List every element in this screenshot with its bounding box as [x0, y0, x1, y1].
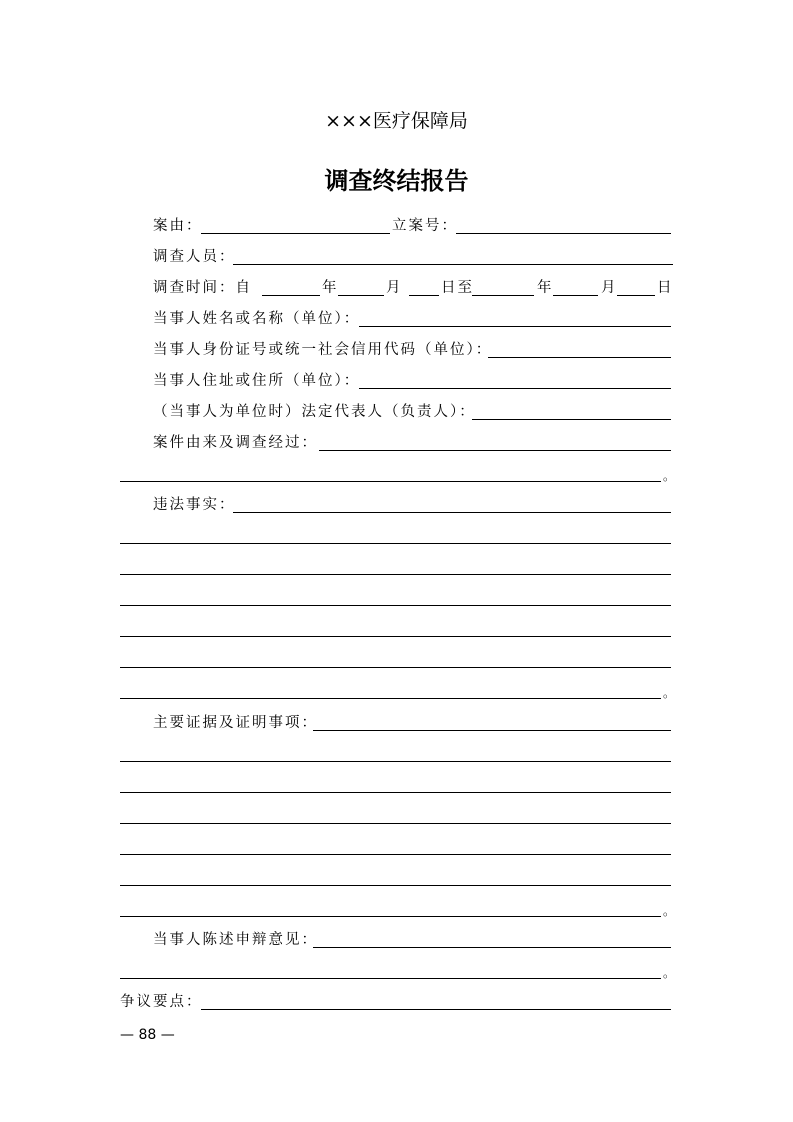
violation-facts-label: 违法事实：: [153, 497, 236, 513]
dispute-points-line[interactable]: [201, 1009, 671, 1010]
evidence-line-5[interactable]: [120, 854, 671, 855]
case-number-label: 立案号：: [392, 218, 458, 234]
party-name-line[interactable]: [359, 326, 671, 327]
evidence-line-6[interactable]: [120, 885, 671, 886]
evidence-line-2[interactable]: [120, 761, 671, 762]
dispute-points-label: 争议要点：: [120, 994, 203, 1010]
document-title: 调查终结报告: [324, 167, 469, 195]
issuing-authority: ×××医疗保障局: [325, 110, 468, 132]
legal-representative-label: （当事人为单位时）法定代表人（负责人）：: [153, 404, 476, 420]
start-year-line[interactable]: [262, 295, 320, 296]
defense-opinion-label: 当事人陈述申辩意见：: [153, 932, 318, 948]
start-month-line[interactable]: [338, 295, 384, 296]
evidence-line-7[interactable]: [120, 916, 661, 917]
case-origin-line-2[interactable]: [120, 481, 661, 482]
period-mark: 。: [663, 469, 676, 483]
day-to-label: 日至: [441, 280, 474, 296]
party-id-label: 当事人身份证号或统一社会信用代码（单位）：: [153, 342, 493, 358]
violation-facts-line-5[interactable]: [120, 636, 671, 637]
month-label-2: 月: [601, 280, 618, 296]
end-year-line[interactable]: [472, 295, 534, 296]
period-mark: 。: [663, 686, 676, 700]
period-mark: 。: [663, 904, 676, 918]
party-id-line[interactable]: [488, 357, 671, 358]
day-label-2: 日: [657, 280, 674, 296]
case-cause-label: 案由：: [153, 218, 203, 234]
violation-facts-line-7[interactable]: [120, 698, 661, 699]
case-origin-label: 案件由来及调查经过：: [153, 435, 318, 451]
start-day-line[interactable]: [409, 295, 439, 296]
investigators-line[interactable]: [233, 264, 673, 265]
defense-opinion-line[interactable]: [313, 947, 671, 948]
case-number-line[interactable]: [456, 233, 671, 234]
year-label-2: 年: [537, 280, 554, 296]
violation-facts-line-6[interactable]: [120, 667, 671, 668]
violation-facts-line-4[interactable]: [120, 605, 671, 606]
case-origin-line[interactable]: [319, 450, 671, 451]
case-cause-line[interactable]: [201, 233, 390, 234]
violation-facts-line-3[interactable]: [120, 574, 671, 575]
party-name-label: 当事人姓名或名称（单位）：: [153, 311, 361, 327]
evidence-line[interactable]: [313, 730, 671, 731]
violation-facts-line[interactable]: [233, 512, 671, 513]
page-number: — 88 —: [120, 1027, 175, 1043]
party-address-line[interactable]: [359, 388, 671, 389]
year-label-1: 年: [322, 280, 339, 296]
party-address-label: 当事人住址或住所（单位）：: [153, 373, 361, 389]
end-day-line[interactable]: [617, 295, 655, 296]
evidence-line-4[interactable]: [120, 823, 671, 824]
month-label-1: 月: [386, 280, 403, 296]
violation-facts-line-2[interactable]: [120, 543, 671, 544]
period-mark: 。: [663, 966, 676, 980]
end-month-line[interactable]: [553, 295, 598, 296]
legal-representative-line[interactable]: [472, 419, 671, 420]
investigators-label: 调查人员：: [153, 249, 236, 265]
evidence-line-3[interactable]: [120, 792, 671, 793]
defense-opinion-line-2[interactable]: [120, 978, 661, 979]
investigation-time-label: 调查时间：自: [153, 280, 252, 296]
evidence-label: 主要证据及证明事项：: [153, 715, 318, 731]
